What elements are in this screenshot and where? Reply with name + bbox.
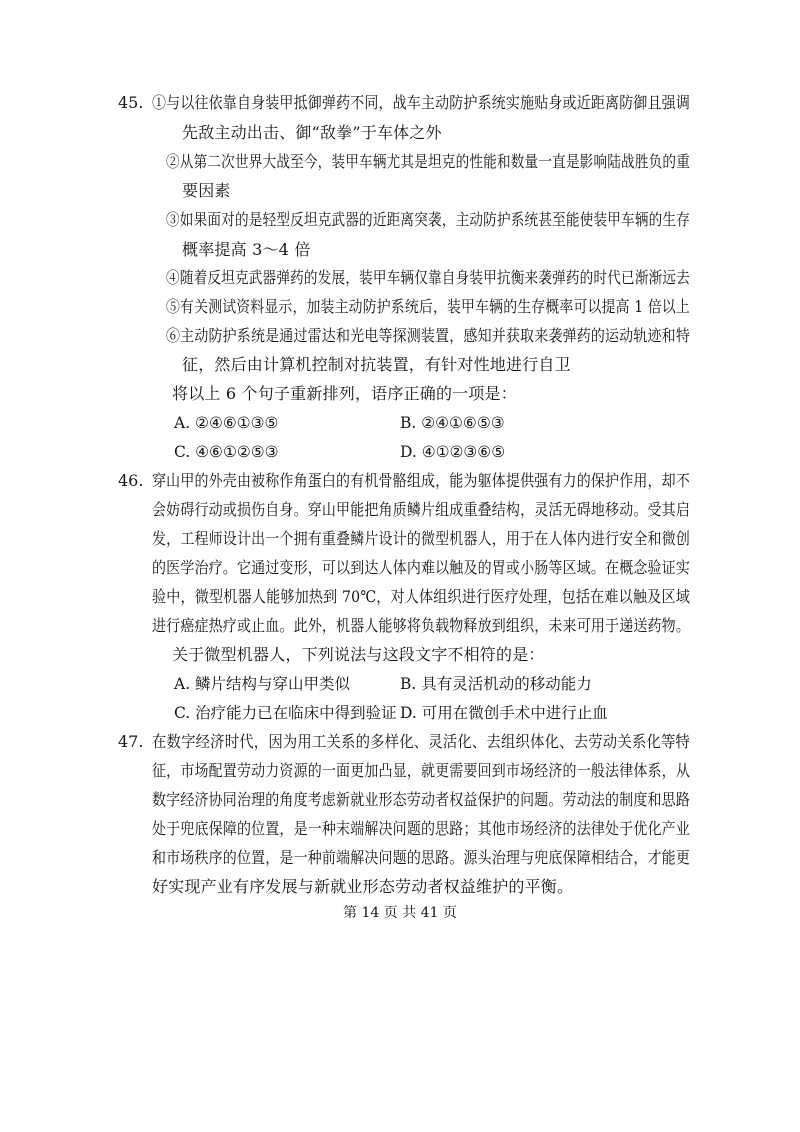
passage-line-1: 在数字经济时代，因为用工关系的多样化、灵活化、去组织体化、去劳动关系化等特 <box>152 732 691 751</box>
passage-line-3: 发，工程师设计出一个拥有重叠鳞片设计的微型机器人，用于在人体内进行安全和微创 <box>152 529 690 548</box>
passage-line-6: 进行癌症热疗或止血。此外，机器人能够将负载物释放到组织，未来可用于递送药物。 <box>152 616 690 635</box>
option-c[interactable]: C. 治疗能力已在临床中得到验证 <box>174 704 397 722</box>
page-footer: 第 14 页 共 41 页 <box>343 905 457 921</box>
passage-line-2: 会妨碍行动或损伤自身。穿山甲能把角质鳞片组成重叠结构，灵活无碍地移动。受其启 <box>152 500 690 519</box>
sentence-1-line-1: ①与以往依靠自身装甲抵御弹药不同，战车主动防护系统实施贴身或近距离防御且强调 <box>152 93 690 112</box>
sentence-3-line-1: ③如果面对的是轻型反坦克武器的近距离突袭，主动防护系统甚至能使装甲车辆的生存 <box>166 210 691 229</box>
option-a[interactable]: A. ②④⑥①③⑤ <box>174 414 279 432</box>
passage-line-6: 好实现产业有序发展与新就业形态劳动者权益维护的平衡。 <box>152 877 574 896</box>
sentence-2-line-2: 要因素 <box>182 181 231 200</box>
passage-line-5: 和市场秩序的位置，是一种前端解决问题的思路。源头治理与兜底保障相结合，才能更 <box>152 848 690 867</box>
sentence-2-line-1: ②从第二次世界大战至今，装甲车辆尤其是坦克的性能和数量一直是影响陆战胜负的重 <box>166 152 691 171</box>
question-number: 46. <box>118 471 144 490</box>
question-prompt: 关于微型机器人，下列说法与这段文字不相符的是： <box>172 645 545 664</box>
passage-line-2: 征，市场配置劳动力资源的一面更加凸显，就更需要回到市场经济的一般法律体系，从 <box>152 761 690 780</box>
option-b[interactable]: B. 具有灵活机动的移动能力 <box>400 675 592 693</box>
sentence-1-line-2: 先敌主动出击、御“敌拳”于车体之外 <box>182 123 442 142</box>
question-prompt: 将以上 6 个句子重新排列，语序正确的一项是： <box>172 384 517 403</box>
passage-line-3: 数字经济协同治理的角度考虑新就业形态劳动者权益保护的问题。劳动法的制度和思路 <box>152 790 690 809</box>
sentence-6-line-2: 征，然后由计算机控制对抗装置，有针对性地进行自卫 <box>182 355 571 374</box>
option-a[interactable]: A. 鳞片结构与穿山甲类似 <box>174 675 351 693</box>
passage-line-1: 穿山甲的外壳由被称作角蛋白的有机骨骼组成，能为躯体提供强有力的保护作用，却不 <box>152 471 690 490</box>
sentence-6-line-1: ⑥主动防护系统是通过雷达和光电等探测装置，感知并获取来袭弹药的运动轨迹和特 <box>166 326 691 345</box>
option-d[interactable]: D. ④①②③⑥⑤ <box>400 443 506 461</box>
option-b[interactable]: B. ②④①⑥⑤③ <box>400 414 505 432</box>
passage-line-4: 处于兜底保障的位置，是一种末端解决问题的思路；其他市场经济的法律处于优化产业 <box>152 819 690 838</box>
question-number: 47. <box>118 732 144 751</box>
passage-line-5: 验中，微型机器人能够加热到 70℃，对人体组织进行医疗处理，包括在难以触及区域 <box>152 587 691 606</box>
option-d[interactable]: D. 可用在微创手术中进行止血 <box>400 704 608 722</box>
sentence-5: ⑤有关测试资料显示，加装主动防护系统后，装甲车辆的生存概率可以提高 1 倍以上 <box>166 297 690 316</box>
option-c[interactable]: C. ④⑥①②⑤③ <box>174 443 279 461</box>
question-number: 45. <box>118 93 144 112</box>
sentence-4: ④随着反坦克武器弹药的发展，装甲车辆仅靠自身装甲抗衡来袭弹药的时代已渐渐远去 <box>166 268 691 287</box>
passage-line-4: 的医学治疗。它通过变形，可以到达人体内难以触及的胃或小肠等区域。在概念验证实 <box>152 558 690 577</box>
sentence-3-line-2: 概率提高 3～4 倍 <box>182 240 311 259</box>
